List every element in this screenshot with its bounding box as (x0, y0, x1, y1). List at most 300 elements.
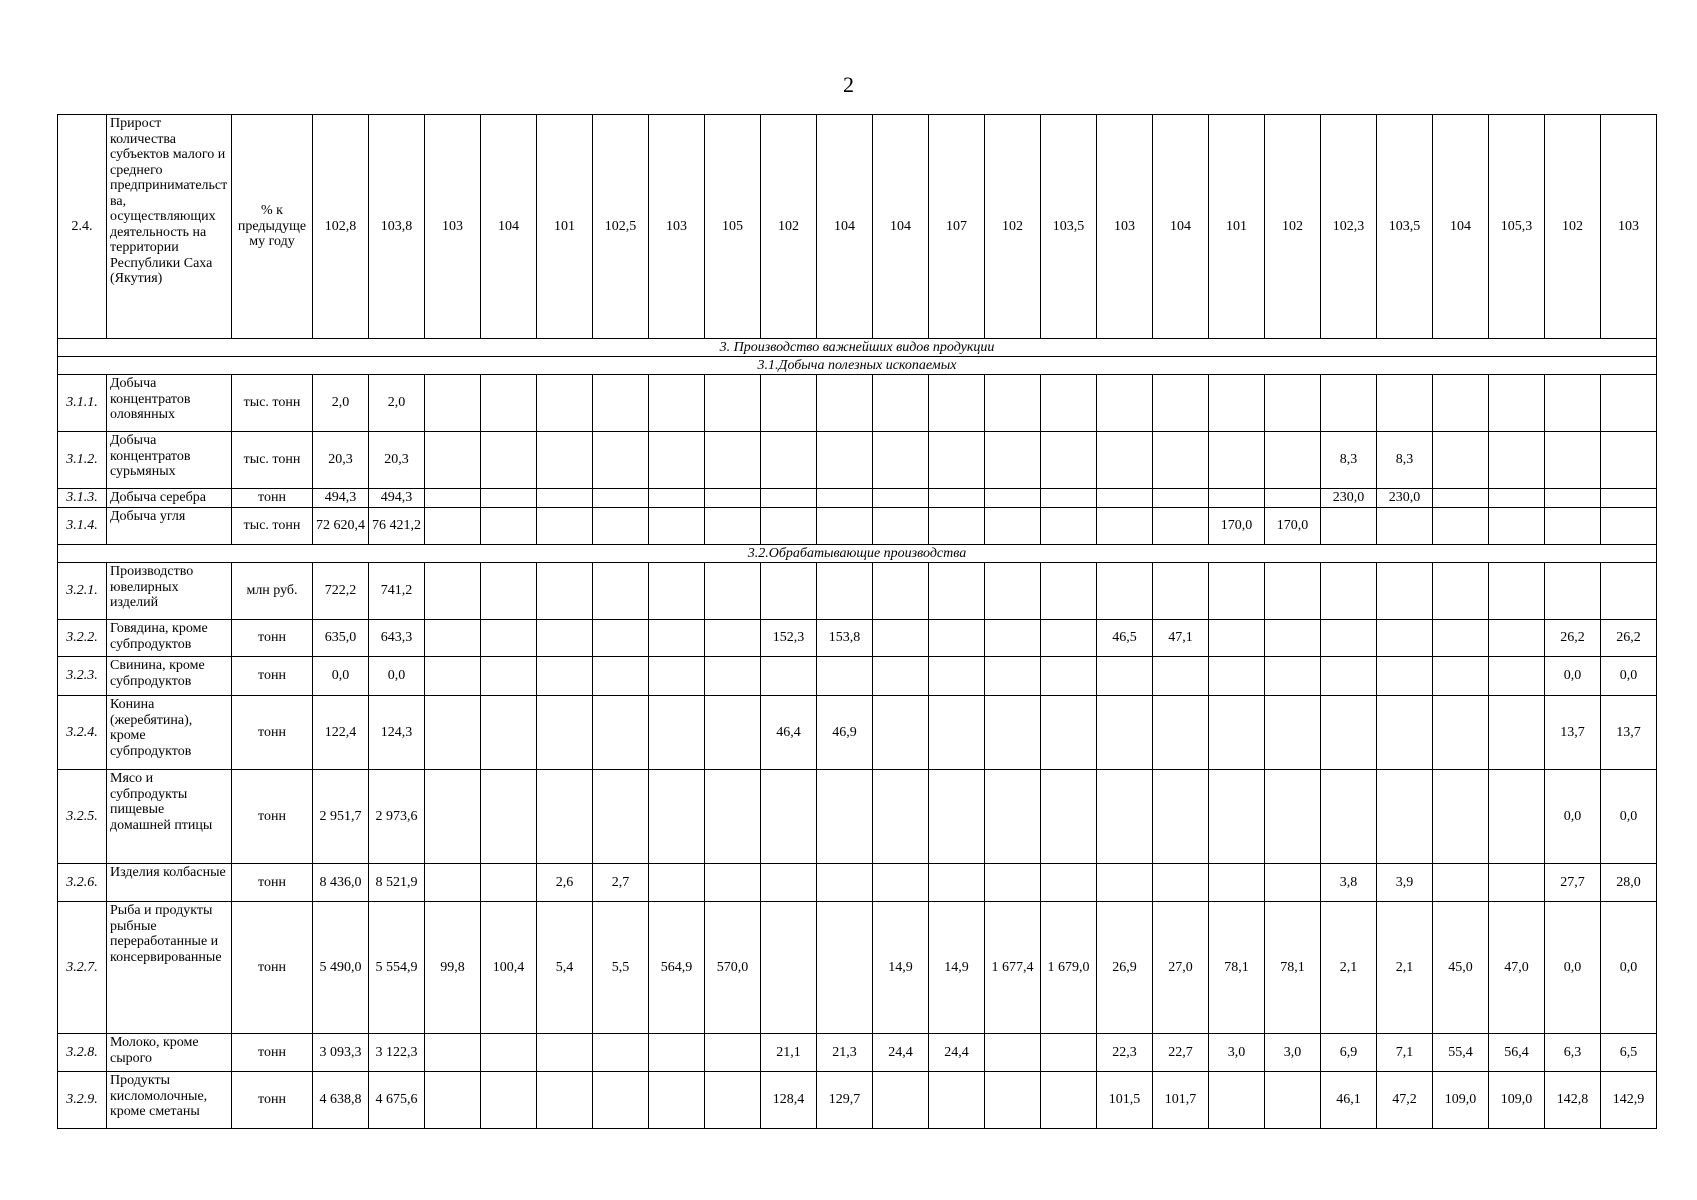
table-row (58, 115, 1657, 339)
value-cell: 2,0 (313, 375, 369, 432)
value-cell (873, 864, 929, 902)
value-cell: 22,7 (1153, 1034, 1209, 1072)
value-cell (1545, 489, 1601, 508)
value-cell: 26,9 (1097, 902, 1153, 1034)
value-cell (1489, 432, 1545, 489)
value-cell (425, 770, 481, 864)
value-cell: 8,3 (1377, 432, 1433, 489)
value-cell: 142,8 (1545, 1072, 1601, 1129)
value-cell (761, 489, 817, 508)
value-cell (1489, 770, 1545, 864)
value-cell: 105 (705, 115, 761, 339)
unit: тонн (232, 620, 313, 657)
section-heading: 3.1.Добыча полезных ископаемых (58, 357, 1657, 375)
value-cell: 564,9 (649, 902, 705, 1034)
unit: тонн (232, 902, 313, 1034)
value-cell: 5,4 (537, 902, 593, 1034)
value-cell: 103 (425, 115, 481, 339)
row-number: 3.1.1. (58, 375, 107, 432)
value-cell: 20,3 (369, 432, 425, 489)
value-cell: 102,8 (313, 115, 369, 339)
value-cell (1489, 620, 1545, 657)
value-cell (1545, 432, 1601, 489)
value-cell: 2 973,6 (369, 770, 425, 864)
value-cell (649, 620, 705, 657)
value-cell (817, 508, 873, 545)
value-cell (705, 1034, 761, 1072)
value-cell (537, 489, 593, 508)
value-cell (1097, 508, 1153, 545)
value-cell (761, 432, 817, 489)
value-cell (481, 432, 537, 489)
unit: тыс. тонн (232, 375, 313, 432)
value-cell: 2,0 (369, 375, 425, 432)
value-cell (817, 864, 873, 902)
value-cell (985, 489, 1041, 508)
value-cell (705, 620, 761, 657)
value-cell (1209, 864, 1265, 902)
value-cell (649, 508, 705, 545)
value-cell (1097, 864, 1153, 902)
value-cell (985, 864, 1041, 902)
value-cell (985, 657, 1041, 696)
value-cell: 3,8 (1321, 864, 1377, 902)
value-cell: 6,9 (1321, 1034, 1377, 1072)
value-cell (1097, 657, 1153, 696)
value-cell: 5 490,0 (313, 902, 369, 1034)
value-cell: 21,1 (761, 1034, 817, 1072)
value-cell: 103,5 (1041, 115, 1097, 339)
value-cell (537, 770, 593, 864)
value-cell: 170,0 (1209, 508, 1265, 545)
section-heading: 3.2.Обрабатывающие производства (58, 545, 1657, 563)
unit: тонн (232, 770, 313, 864)
value-cell (1433, 770, 1489, 864)
value-cell (1601, 508, 1657, 545)
value-cell: 494,3 (369, 489, 425, 508)
unit: тонн (232, 489, 313, 508)
unit: тыс. тонн (232, 432, 313, 489)
value-cell: 103 (1097, 115, 1153, 339)
value-cell (649, 657, 705, 696)
unit: % к предыдущему году (232, 115, 313, 339)
value-cell (537, 432, 593, 489)
value-cell (1321, 563, 1377, 620)
value-cell: 26,2 (1545, 620, 1601, 657)
value-cell (705, 375, 761, 432)
value-cell (1153, 563, 1209, 620)
row-number: 2.4. (58, 115, 107, 339)
value-cell: 76 421,2 (369, 508, 425, 545)
value-cell (705, 770, 761, 864)
value-cell: 3,9 (1377, 864, 1433, 902)
value-cell (873, 563, 929, 620)
unit: тонн (232, 1072, 313, 1129)
value-cell: 124,3 (369, 696, 425, 770)
value-cell (649, 375, 705, 432)
value-cell: 0,0 (1545, 657, 1601, 696)
value-cell: 107 (929, 115, 985, 339)
value-cell (1489, 864, 1545, 902)
indicator-name: Производство ювелирных изделий (107, 563, 232, 620)
table-row (58, 563, 1657, 620)
value-cell: 0,0 (1601, 657, 1657, 696)
value-cell (1433, 489, 1489, 508)
value-cell (537, 563, 593, 620)
value-cell (817, 563, 873, 620)
table-row (58, 375, 1657, 432)
value-cell (1321, 770, 1377, 864)
value-cell: 8,3 (1321, 432, 1377, 489)
value-cell (1433, 563, 1489, 620)
unit: тонн (232, 657, 313, 696)
value-cell: 122,4 (313, 696, 369, 770)
value-cell (873, 375, 929, 432)
value-cell (537, 696, 593, 770)
value-cell (1153, 696, 1209, 770)
value-cell: 722,2 (313, 563, 369, 620)
value-cell: 8 436,0 (313, 864, 369, 902)
value-cell (593, 375, 649, 432)
value-cell (761, 375, 817, 432)
value-cell (1433, 375, 1489, 432)
value-cell (985, 1072, 1041, 1129)
value-cell (929, 1072, 985, 1129)
value-cell: 26,2 (1601, 620, 1657, 657)
value-cell (873, 432, 929, 489)
row-number: 3.2.2. (58, 620, 107, 657)
value-cell (1041, 375, 1097, 432)
unit: тонн (232, 696, 313, 770)
value-cell: 643,3 (369, 620, 425, 657)
row-number: 3.1.2. (58, 432, 107, 489)
value-cell (1209, 620, 1265, 657)
table-row (58, 432, 1657, 489)
value-cell (1041, 620, 1097, 657)
value-cell (1433, 696, 1489, 770)
value-cell (425, 657, 481, 696)
value-cell (1265, 489, 1321, 508)
value-cell (481, 563, 537, 620)
value-cell (985, 508, 1041, 545)
value-cell: 4 675,6 (369, 1072, 425, 1129)
value-cell (873, 620, 929, 657)
table-row (58, 864, 1657, 902)
value-cell (817, 657, 873, 696)
value-cell (873, 489, 929, 508)
value-cell (817, 375, 873, 432)
value-cell (1489, 696, 1545, 770)
value-cell: 230,0 (1377, 489, 1433, 508)
value-cell (817, 770, 873, 864)
unit: тонн (232, 864, 313, 902)
value-cell: 0,0 (1545, 902, 1601, 1034)
table-row (58, 1072, 1657, 1129)
value-cell (1265, 432, 1321, 489)
value-cell (985, 696, 1041, 770)
table-row (58, 1034, 1657, 1072)
value-cell (425, 508, 481, 545)
value-cell (761, 902, 817, 1034)
value-cell: 24,4 (929, 1034, 985, 1072)
value-cell: 104 (1433, 115, 1489, 339)
value-cell: 3,0 (1209, 1034, 1265, 1072)
indicator-name: Мясо и субпродукты пищевые домашней птицы (107, 770, 232, 864)
value-cell (1545, 508, 1601, 545)
value-cell: 494,3 (313, 489, 369, 508)
value-cell (817, 432, 873, 489)
value-cell (817, 902, 873, 1034)
value-cell (817, 489, 873, 508)
value-cell (873, 770, 929, 864)
value-cell: 570,0 (705, 902, 761, 1034)
value-cell (929, 432, 985, 489)
value-cell (593, 508, 649, 545)
value-cell: 14,9 (929, 902, 985, 1034)
value-cell (1321, 620, 1377, 657)
value-cell (425, 1034, 481, 1072)
value-cell: 6,5 (1601, 1034, 1657, 1072)
value-cell: 2,1 (1377, 902, 1433, 1034)
row-number: 3.2.6. (58, 864, 107, 902)
value-cell: 101,5 (1097, 1072, 1153, 1129)
unit: млн руб. (232, 563, 313, 620)
value-cell (1041, 864, 1097, 902)
value-cell: 3 093,3 (313, 1034, 369, 1072)
value-cell (481, 1034, 537, 1072)
value-cell (1209, 696, 1265, 770)
section-row-3-2 (58, 545, 1657, 563)
row-number: 3.2.7. (58, 902, 107, 1034)
value-cell (1209, 489, 1265, 508)
value-cell (1377, 620, 1433, 657)
value-cell: 0,0 (313, 657, 369, 696)
value-cell: 153,8 (817, 620, 873, 657)
value-cell: 8 521,9 (369, 864, 425, 902)
indicator-name: Продукты кисломолочные, кроме сметаны (107, 1072, 232, 1129)
value-cell (1153, 508, 1209, 545)
value-cell: 0,0 (1545, 770, 1601, 864)
row-number: 3.1.4. (58, 508, 107, 545)
value-cell (1041, 563, 1097, 620)
value-cell (1041, 657, 1097, 696)
value-cell (593, 770, 649, 864)
value-cell: 78,1 (1209, 902, 1265, 1034)
value-cell (1601, 432, 1657, 489)
value-cell (593, 696, 649, 770)
section-row-3 (58, 339, 1657, 357)
value-cell (537, 1072, 593, 1129)
value-cell (1041, 432, 1097, 489)
value-cell (873, 1072, 929, 1129)
value-cell: 103 (1601, 115, 1657, 339)
value-cell (425, 1072, 481, 1129)
value-cell: 129,7 (817, 1072, 873, 1129)
value-cell (1265, 864, 1321, 902)
indicator-table (57, 114, 1657, 1129)
page-number: 2 (843, 72, 854, 97)
value-cell: 101,7 (1153, 1072, 1209, 1129)
value-cell: 101 (1209, 115, 1265, 339)
section-row-3-1 (58, 357, 1657, 375)
value-cell (1097, 563, 1153, 620)
value-cell: 2,1 (1321, 902, 1377, 1034)
value-cell (1433, 864, 1489, 902)
value-cell: 28,0 (1601, 864, 1657, 902)
value-cell: 635,0 (313, 620, 369, 657)
indicator-name: Добыча концентратов сурьмяных (107, 432, 232, 489)
value-cell: 102,3 (1321, 115, 1377, 339)
value-cell (1489, 489, 1545, 508)
value-cell: 128,4 (761, 1072, 817, 1129)
value-cell (1601, 563, 1657, 620)
value-cell (761, 508, 817, 545)
value-cell: 14,9 (873, 902, 929, 1034)
value-cell (985, 1034, 1041, 1072)
value-cell: 7,1 (1377, 1034, 1433, 1072)
value-cell (1041, 1034, 1097, 1072)
value-cell: 22,3 (1097, 1034, 1153, 1072)
table-row (58, 657, 1657, 696)
value-cell (1097, 432, 1153, 489)
value-cell: 103 (649, 115, 705, 339)
value-cell (929, 657, 985, 696)
value-cell (537, 508, 593, 545)
value-cell (481, 696, 537, 770)
value-cell (705, 1072, 761, 1129)
value-cell (705, 657, 761, 696)
value-cell (1377, 770, 1433, 864)
value-cell: 3 122,3 (369, 1034, 425, 1072)
value-cell (929, 563, 985, 620)
value-cell: 170,0 (1265, 508, 1321, 545)
value-cell (425, 696, 481, 770)
value-cell (593, 432, 649, 489)
value-cell (1433, 657, 1489, 696)
value-cell (761, 657, 817, 696)
value-cell: 105,3 (1489, 115, 1545, 339)
value-cell: 104 (817, 115, 873, 339)
value-cell (593, 657, 649, 696)
value-cell (1153, 432, 1209, 489)
value-cell (425, 620, 481, 657)
value-cell (481, 657, 537, 696)
value-cell: 0,0 (369, 657, 425, 696)
value-cell (537, 1034, 593, 1072)
value-cell (537, 375, 593, 432)
value-cell: 152,3 (761, 620, 817, 657)
value-cell (705, 696, 761, 770)
value-cell: 1 677,4 (985, 902, 1041, 1034)
value-cell (705, 432, 761, 489)
value-cell (481, 489, 537, 508)
value-cell: 46,5 (1097, 620, 1153, 657)
value-cell (1489, 375, 1545, 432)
value-cell (1265, 1072, 1321, 1129)
value-cell: 109,0 (1489, 1072, 1545, 1129)
value-cell (1097, 375, 1153, 432)
indicator-name: Добыча серебра (107, 489, 232, 508)
table-row (58, 620, 1657, 657)
value-cell (425, 432, 481, 489)
value-cell: 47,1 (1153, 620, 1209, 657)
value-cell (537, 657, 593, 696)
value-cell (1489, 563, 1545, 620)
value-cell: 45,0 (1433, 902, 1489, 1034)
value-cell: 72 620,4 (313, 508, 369, 545)
value-cell (481, 620, 537, 657)
value-cell (761, 563, 817, 620)
value-cell (1041, 770, 1097, 864)
value-cell (1041, 1072, 1097, 1129)
value-cell: 103,5 (1377, 115, 1433, 339)
value-cell (1041, 489, 1097, 508)
value-cell: 47,2 (1377, 1072, 1433, 1129)
row-number: 3.1.3. (58, 489, 107, 508)
value-cell (1321, 696, 1377, 770)
value-cell: 0,0 (1601, 902, 1657, 1034)
value-cell (1601, 375, 1657, 432)
value-cell (1209, 432, 1265, 489)
value-cell: 5,5 (593, 902, 649, 1034)
row-number: 3.2.9. (58, 1072, 107, 1129)
value-cell (985, 432, 1041, 489)
table-row (58, 696, 1657, 770)
value-cell: 20,3 (313, 432, 369, 489)
value-cell: 0,0 (1601, 770, 1657, 864)
value-cell (1321, 375, 1377, 432)
value-cell (1321, 508, 1377, 545)
value-cell (1265, 563, 1321, 620)
value-cell (1545, 375, 1601, 432)
value-cell (1153, 657, 1209, 696)
value-cell (705, 508, 761, 545)
indicator-name: Изделия колбасные (107, 864, 232, 902)
value-cell: 104 (873, 115, 929, 339)
value-cell: 103,8 (369, 115, 425, 339)
value-cell: 102 (761, 115, 817, 339)
row-number: 3.2.5. (58, 770, 107, 864)
value-cell: 13,7 (1545, 696, 1601, 770)
value-cell (649, 770, 705, 864)
value-cell (593, 620, 649, 657)
row-number: 3.2.4. (58, 696, 107, 770)
indicator-name: Добыча концентратов оловянных (107, 375, 232, 432)
section-heading: 3. Производство важнейших видов продукции (58, 339, 1657, 357)
value-cell (1377, 563, 1433, 620)
value-cell (1097, 696, 1153, 770)
indicator-name: Говядина, кроме субпродуктов (107, 620, 232, 657)
value-cell (985, 563, 1041, 620)
value-cell (481, 770, 537, 864)
indicator-name: Молоко, кроме сырого (107, 1034, 232, 1072)
value-cell (1209, 375, 1265, 432)
value-cell (761, 864, 817, 902)
value-cell (593, 1034, 649, 1072)
value-cell (929, 770, 985, 864)
value-cell (1209, 770, 1265, 864)
value-cell: 142,9 (1601, 1072, 1657, 1129)
value-cell: 102 (1265, 115, 1321, 339)
value-cell: 46,1 (1321, 1072, 1377, 1129)
value-cell (1321, 657, 1377, 696)
value-cell (929, 696, 985, 770)
value-cell (705, 489, 761, 508)
value-cell (425, 864, 481, 902)
value-cell (593, 563, 649, 620)
value-cell (1377, 508, 1433, 545)
value-cell (649, 432, 705, 489)
